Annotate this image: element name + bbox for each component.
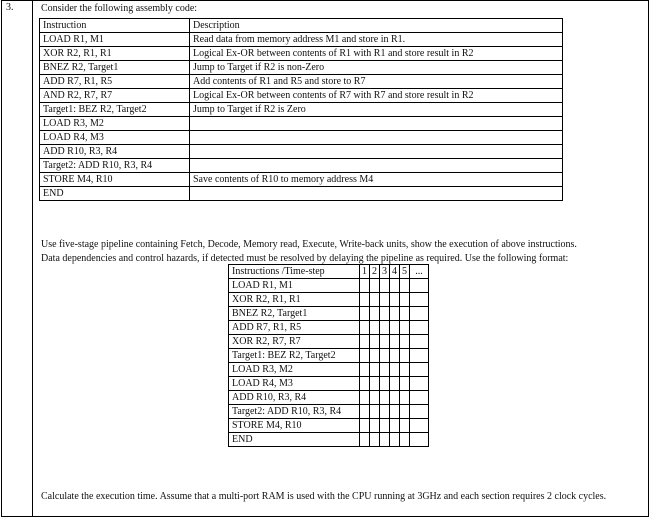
pipeline-row: [229, 279, 429, 293]
pipeline-cell: [400, 391, 410, 405]
pipeline-cell: [390, 391, 400, 405]
code-instruction: LOAD R4, M3: [40, 131, 190, 145]
code-instruction: STORE M4, R10: [40, 173, 190, 187]
pipeline-cell: [370, 279, 380, 293]
code-instruction: BNEZ R2, Target1: [40, 61, 190, 75]
table-row: [40, 159, 563, 173]
table-row: [40, 47, 563, 61]
pipeline-cell: [380, 279, 390, 293]
code-instruction: LOAD R1, M1: [40, 33, 190, 47]
table-row: [40, 173, 563, 187]
pipeline-format-table: [228, 264, 429, 447]
table-row: [40, 131, 563, 145]
pipeline-cell: [380, 433, 390, 447]
code-description: Jump to Target if R2 is Zero: [190, 103, 563, 117]
pipeline-cell: [370, 349, 380, 363]
code-description: Logical Ex-OR between contents of R1 with R1 and store result in R2: [190, 47, 563, 61]
pipeline-cell: [370, 391, 380, 405]
pipeline-cell: [370, 307, 380, 321]
pipeline-cell: [360, 349, 370, 363]
pipeline-cell: [390, 349, 400, 363]
pipeline-cell: [370, 419, 380, 433]
pipeline-cell: [370, 363, 380, 377]
pipeline-instruction: XOR R2, R7, R7: [229, 335, 360, 349]
pipeline-cell: [400, 363, 410, 377]
pipeline-cell: [390, 419, 400, 433]
code-description: [190, 145, 563, 159]
pipeline-cell: [380, 405, 390, 419]
pipeline-instruction: BNEZ R2, Target1: [229, 307, 360, 321]
table-row: [40, 33, 563, 47]
time-step: 5: [400, 265, 410, 279]
pipeline-cell: [400, 293, 410, 307]
pipeline-cell: [390, 405, 400, 419]
pipeline-cell: [380, 349, 390, 363]
pipeline-cell: [370, 321, 380, 335]
pipeline-cell: [400, 377, 410, 391]
pipeline-cell: [360, 335, 370, 349]
assembly-code-table: [39, 18, 563, 201]
pipeline-row: [229, 349, 429, 363]
code-description: [190, 117, 563, 131]
code-description: Add contents of R1 and R5 and store to R7: [190, 75, 563, 89]
code-description: [190, 131, 563, 145]
intro-text: Consider the following assembly code:: [41, 3, 198, 14]
header-instruction: Instruction: [40, 19, 190, 33]
table-row: [40, 61, 563, 75]
pipeline-instruction: ADD R10, R3, R4: [229, 391, 360, 405]
pipeline-cell: [370, 433, 380, 447]
code-instruction: END: [40, 187, 190, 201]
pipeline-cell: [410, 433, 429, 447]
pipeline-cell: [360, 433, 370, 447]
pipeline-cell: [390, 433, 400, 447]
pipeline-row: [229, 335, 429, 349]
code-description: [190, 187, 563, 201]
pipeline-instruction: LOAD R3, M2: [229, 363, 360, 377]
time-step: 4: [390, 265, 400, 279]
code-instruction: ADD R7, R1, R5: [40, 75, 190, 89]
code-description: [190, 159, 563, 173]
pipeline-cell: [380, 321, 390, 335]
pipeline-cell: [370, 377, 380, 391]
question-box: [1, 0, 649, 517]
pipeline-cell: [380, 293, 390, 307]
pipeline-row: [229, 307, 429, 321]
code-instruction: Target2: ADD R10, R3, R4: [40, 159, 190, 173]
code-instruction: XOR R2, R1, R1: [40, 47, 190, 61]
pipeline-row: [229, 419, 429, 433]
pipeline-instruction: LOAD R1, M1: [229, 279, 360, 293]
pipeline-cell: [400, 335, 410, 349]
pipeline-instruction: ADD R7, R1, R5: [229, 321, 360, 335]
pipeline-cell: [410, 279, 429, 293]
pipeline-cell: [360, 321, 370, 335]
pipeline-cell: [400, 279, 410, 293]
pipeline-cell: [410, 307, 429, 321]
time-step: 1: [360, 265, 370, 279]
pipeline-cell: [380, 307, 390, 321]
header-description: Description: [190, 19, 563, 33]
table-row: [40, 103, 563, 117]
code-instruction: LOAD R3, M2: [40, 117, 190, 131]
pipeline-cell: [360, 363, 370, 377]
pipeline-cell: [390, 321, 400, 335]
pipeline-cell: [360, 307, 370, 321]
pipeline-cell: [400, 349, 410, 363]
pipeline-instruction: XOR R2, R1, R1: [229, 293, 360, 307]
pipeline-row: [229, 363, 429, 377]
table-row: [40, 187, 563, 201]
time-step-ellipsis: ...: [410, 265, 429, 279]
pipeline-cell: [380, 363, 390, 377]
pipeline-cell: [400, 307, 410, 321]
pipeline-cell: [360, 391, 370, 405]
pipeline-instruction: END: [229, 433, 360, 447]
pipeline-cell: [410, 293, 429, 307]
pipeline-cell: [360, 419, 370, 433]
question-number: 3.: [6, 2, 14, 13]
pipeline-instruction: Target2: ADD R10, R3, R4: [229, 405, 360, 419]
pipeline-cell: [360, 377, 370, 391]
pipeline-cell: [400, 433, 410, 447]
code-description: Save contents of R10 to memory address M4: [190, 173, 563, 187]
pipeline-cell: [390, 279, 400, 293]
pipeline-row: [229, 321, 429, 335]
pipeline-cell: [360, 405, 370, 419]
pipeline-cell: [410, 321, 429, 335]
pipeline-instruction: STORE M4, R10: [229, 419, 360, 433]
paragraph-line: Data dependencies and control hazards, if detected must be resolved by delaying the pipeline as required. Use the following format:: [41, 253, 569, 264]
instructions-paragraph: [41, 238, 651, 266]
table-row: [40, 145, 563, 159]
code-instruction: ADD R10, R3, R4: [40, 145, 190, 159]
pipeline-cell: [410, 391, 429, 405]
pipeline-cell: [380, 377, 390, 391]
calculation-text: Calculate the execution time. Assume that a multi-port RAM is used with the CPU running at 3GHz and each section requires 2 clock cycles.: [41, 491, 607, 502]
pipeline-cell: [390, 307, 400, 321]
time-step: 2: [370, 265, 380, 279]
code-instruction: Target1: BEZ R2, Target2: [40, 103, 190, 117]
pipeline-cell: [410, 377, 429, 391]
pipeline-cell: [360, 279, 370, 293]
pipeline-cell: [410, 363, 429, 377]
pipeline-cell: [390, 363, 400, 377]
pipeline-cell: [380, 419, 390, 433]
pipeline-cell: [400, 405, 410, 419]
pipeline-cell: [390, 293, 400, 307]
table-row: [40, 117, 563, 131]
pipeline-instruction: Target1: BEZ R2, Target2: [229, 349, 360, 363]
pipeline-row: [229, 293, 429, 307]
pipeline-cell: [370, 293, 380, 307]
pipeline-instruction: LOAD R4, M3: [229, 377, 360, 391]
pipeline-cell: [370, 405, 380, 419]
pipeline-row: [229, 377, 429, 391]
table-row: [40, 89, 563, 103]
pipeline-header-row: [229, 265, 429, 279]
pipeline-cell: [400, 321, 410, 335]
pipeline-row: [229, 391, 429, 405]
pipeline-cell: [360, 293, 370, 307]
pipeline-cell: [410, 405, 429, 419]
paragraph-line: Use five-stage pipeline containing Fetch, Decode, Memory read, Execute, Write-back units, show the execution of above instructions.: [41, 239, 577, 250]
pipeline-cell: [390, 335, 400, 349]
pipeline-cell: [410, 349, 429, 363]
table-row: [40, 75, 563, 89]
pipeline-header: Instructions /Time-step: [229, 265, 360, 279]
code-description: Jump to Target if R2 is non-Zero: [190, 61, 563, 75]
pipeline-cell: [370, 335, 380, 349]
pipeline-row: [229, 433, 429, 447]
pipeline-cell: [400, 419, 410, 433]
pipeline-cell: [380, 335, 390, 349]
pipeline-cell: [410, 419, 429, 433]
code-description: Logical Ex-OR between contents of R7 with R7 and store result in R2: [190, 89, 563, 103]
pipeline-cell: [380, 391, 390, 405]
question-number-column: [2, 1, 33, 516]
code-instruction: AND R2, R7, R7: [40, 89, 190, 103]
time-step: 3: [380, 265, 390, 279]
pipeline-row: [229, 405, 429, 419]
pipeline-cell: [390, 377, 400, 391]
code-description: Read data from memory address M1 and store in R1.: [190, 33, 563, 47]
code-table-header: [40, 19, 563, 33]
pipeline-cell: [410, 335, 429, 349]
